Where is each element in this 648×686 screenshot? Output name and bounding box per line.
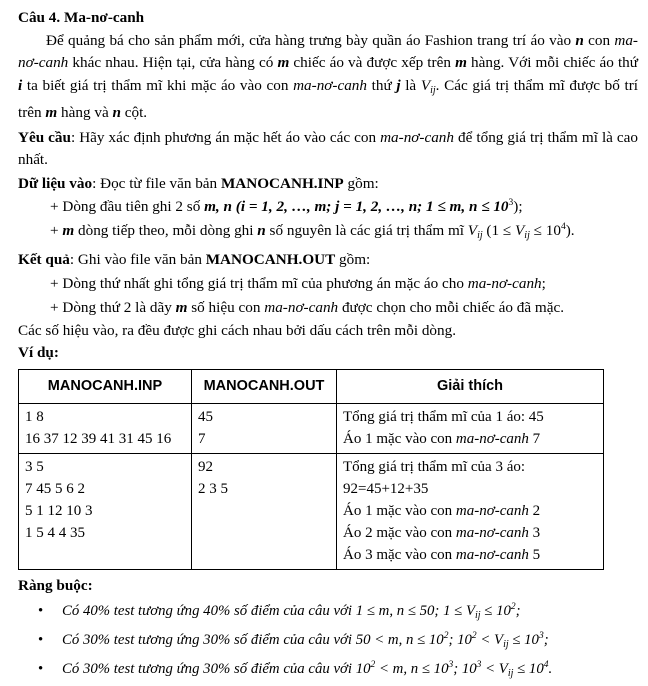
cell-line: 3 5 xyxy=(25,458,44,475)
superscript: 3 xyxy=(448,660,454,670)
cell-text: 2 xyxy=(528,502,541,519)
constraints-list xyxy=(18,599,638,686)
input-filename: MANOCANH.INP xyxy=(220,174,344,192)
output-line-text: + Dòng thứ nhất ghi tổng giá trị thẩm mĩ của phương án mặc áo cho xyxy=(50,274,468,292)
term-manocanh: ma-nơ-canh xyxy=(18,31,638,71)
example-label: Ví dụ: xyxy=(18,344,59,361)
intro-text: khác nhau. Hiện tại, cửa hàng có xyxy=(68,54,278,71)
cell-text: Áo 1 mặc vào con xyxy=(343,502,456,519)
constraint-text: ≤ 10 xyxy=(480,603,511,619)
intro-text: con xyxy=(583,31,615,49)
output-filename: MANOCANH.OUT xyxy=(205,251,336,268)
constraints-label: Ràng buộc: xyxy=(18,576,93,594)
input-line-text: dòng tiếp theo, mỗi dòng ghi xyxy=(74,222,258,239)
cell-line: 7 45 5 6 2 xyxy=(25,480,85,497)
var-v-subscript: ij xyxy=(477,230,483,241)
input-math: m, n (i = 1, 2, …, m; j = 1, 2, …, n; 1 ≤ m, n ≤ 10 xyxy=(204,198,509,215)
input-line-text: + xyxy=(50,222,63,239)
example-table xyxy=(18,369,604,570)
var-m: m xyxy=(175,298,188,316)
output-line-text: số hiệu con xyxy=(187,298,265,316)
intro-text: cột. xyxy=(120,104,148,121)
explanation-cell xyxy=(337,403,604,453)
output-heading xyxy=(18,249,638,272)
cell-text: 3 xyxy=(528,524,541,541)
constraint-item xyxy=(18,657,638,686)
request-text: để tổng giá trị thẩm mĩ là cao nhất. xyxy=(18,128,639,168)
intro-text: thứ xyxy=(366,76,397,94)
intro-text: ta biết giá trị thẩm mĩ khi mặc áo vào con xyxy=(22,76,294,94)
output-line-text: được chọn cho mỗi chiếc áo đã mặc. xyxy=(338,298,564,316)
var-j: j xyxy=(396,76,401,94)
output-line-1 xyxy=(18,272,638,296)
constraint-text: Có 30% test tương ứng 30% số điểm của câu với 10 xyxy=(62,661,371,677)
var-v-subscript: ij xyxy=(430,84,436,96)
output-line-text: + Dòng thứ 2 là dãy xyxy=(50,298,176,316)
var-v-subscript: ij xyxy=(524,230,530,241)
separator-note: Các số hiệu vào, ra đều được ghi cách nhau bởi dấu cách trên mỗi dòng. xyxy=(18,321,457,339)
output-cell xyxy=(192,403,337,453)
cell-text: Áo 3 mặc vào con xyxy=(343,546,456,563)
constraint-text: ≤ 10 xyxy=(513,661,544,677)
constraint-text: < m, n ≤ 10 xyxy=(375,661,449,677)
subscript: ij xyxy=(475,610,481,621)
constraint-text: ; 10 xyxy=(448,632,472,648)
table-header: MANOCANH.OUT xyxy=(192,369,337,403)
var-v: V xyxy=(467,222,478,239)
input-line-text: số nguyên là các giá trị thẩm mĩ xyxy=(265,222,468,239)
constraint-text: ; xyxy=(543,632,549,648)
input-line-1 xyxy=(18,195,638,219)
var-m: m xyxy=(277,54,290,71)
table-header-row xyxy=(19,369,604,403)
term-manocanh: ma-nơ-canh xyxy=(467,274,542,292)
request-paragraph xyxy=(18,127,638,172)
output-line-text: ; xyxy=(541,274,546,292)
superscript: 2 xyxy=(443,631,449,641)
bullet-icon: • xyxy=(38,632,44,648)
var-v: V xyxy=(420,76,431,94)
cell-line xyxy=(343,500,599,522)
constraint-text: < V xyxy=(476,632,504,648)
input-text: : Đọc từ file văn bản xyxy=(92,174,221,192)
input-cell xyxy=(19,453,192,569)
cell-line: 7 xyxy=(198,430,206,447)
var-m: m xyxy=(62,222,75,239)
term-manocanh: ma-nơ-canh xyxy=(264,298,339,316)
term-manocanh: ma-nơ-canh xyxy=(293,76,367,94)
input-line-text: ); xyxy=(513,198,523,215)
cell-line: 1 8 xyxy=(25,408,44,425)
cell-line: 2 3 5 xyxy=(198,480,228,497)
var-m: m xyxy=(45,104,58,121)
constraint-item xyxy=(18,628,638,657)
input-line-2 xyxy=(18,219,638,248)
explanation-cell xyxy=(337,453,604,569)
cell-line: 16 37 12 39 41 31 45 16 xyxy=(25,430,172,447)
term-manocanh: ma-nơ-canh xyxy=(455,502,529,519)
var-m: m xyxy=(455,54,467,71)
input-superscript: 3 xyxy=(508,198,514,208)
term-manocanh: ma-nơ-canh xyxy=(455,430,529,447)
var-n: n xyxy=(575,31,584,49)
table-row xyxy=(19,453,604,569)
cell-line: 92=45+12+35 xyxy=(343,480,429,497)
output-text: gồm: xyxy=(335,251,371,268)
bullet-icon: • xyxy=(38,603,44,619)
var-i: i xyxy=(18,76,23,94)
intro-text: hàng và xyxy=(57,104,113,121)
constraint-text: ≤ 10 xyxy=(508,632,539,648)
subscript: ij xyxy=(507,668,514,679)
cell-line xyxy=(343,428,599,450)
superscript: 2 xyxy=(510,602,516,612)
cell-line xyxy=(343,522,599,544)
input-heading xyxy=(18,173,638,196)
input-line-text: ≤ 10 xyxy=(529,222,561,239)
superscript: 2 xyxy=(370,660,376,670)
input-line-text: (1 ≤ xyxy=(482,222,516,239)
input-line-text: + Dòng đầu tiên ghi 2 số xyxy=(50,198,205,215)
cell-line xyxy=(343,544,599,566)
cell-line: 1 5 4 4 35 xyxy=(25,524,85,541)
cell-text: Áo 1 mặc vào con xyxy=(343,430,456,447)
output-text: : Ghi vào file văn bản xyxy=(69,251,206,268)
constraint-text: . xyxy=(548,661,553,677)
cell-line: 45 xyxy=(198,408,213,425)
output-line-2 xyxy=(18,296,638,320)
intro-text: hàng. Với mỗi chiếc áo thứ xyxy=(466,54,639,71)
intro-text: . Các giá trị thẩm mĩ được bố trí trên xyxy=(18,76,638,121)
cell-text: 5 xyxy=(528,546,541,563)
intro-text: là xyxy=(400,76,421,94)
superscript: 2 xyxy=(471,631,477,641)
problem-title: Câu 4. Ma-nơ-canh xyxy=(18,9,145,26)
output-label: Kết quả xyxy=(18,251,70,268)
var-n: n xyxy=(112,104,121,121)
table-header: MANOCANH.INP xyxy=(19,369,192,403)
request-label: Yêu cầu xyxy=(18,128,71,146)
superscript: 3 xyxy=(476,660,482,670)
input-superscript: 4 xyxy=(560,222,566,232)
cell-text: Áo 2 mặc vào con xyxy=(343,524,456,541)
superscript: 4 xyxy=(543,660,549,670)
intro-text: chiếc áo và được xếp trên xyxy=(289,54,456,71)
input-cell xyxy=(19,403,192,453)
table-row xyxy=(19,403,604,453)
term-manocanh: ma-nơ-canh xyxy=(455,546,529,563)
input-line-text: ). xyxy=(565,222,575,239)
var-v: V xyxy=(515,222,525,239)
term-manocanh: ma-nơ-canh xyxy=(380,128,454,146)
cell-line: 5 1 12 10 3 xyxy=(25,502,93,519)
constraint-text: Có 30% test tương ứng 30% số điểm của câu với 50 < m, n ≤ 10 xyxy=(62,632,444,648)
subscript: ij xyxy=(503,639,509,650)
cell-text: 7 xyxy=(528,430,541,447)
cell-line: 92 xyxy=(198,458,213,475)
constraint-item xyxy=(18,599,638,628)
constraint-text: Có 40% test tương ứng 40% số điểm của câu với 1 ≤ m, n ≤ 50; 1 ≤ V xyxy=(62,603,476,619)
constraint-text: ; 10 xyxy=(453,661,477,677)
table-header: Giải thích xyxy=(337,369,604,403)
intro-text: Để quảng bá cho sản phẩm mới, cửa hàng trưng bày quần áo Fashion trang trí áo vào xyxy=(46,31,576,49)
output-cell xyxy=(192,453,337,569)
intro-paragraph xyxy=(18,30,638,125)
bullet-icon: • xyxy=(38,661,44,677)
var-n: n xyxy=(257,222,266,239)
superscript: 3 xyxy=(538,631,544,641)
cell-line: Tổng giá trị thẩm mĩ của 1 áo: 45 xyxy=(343,408,544,425)
term-manocanh: ma-nơ-canh xyxy=(455,524,529,541)
constraint-text: ; xyxy=(515,603,521,619)
input-text: gồm: xyxy=(343,174,379,192)
constraint-text: < V xyxy=(481,661,508,677)
cell-line: Tổng giá trị thẩm mĩ của 3 áo: xyxy=(343,458,526,475)
input-label: Dữ liệu vào xyxy=(18,174,93,192)
request-text: : Hãy xác định phương án mặc hết áo vào các con xyxy=(70,128,381,146)
